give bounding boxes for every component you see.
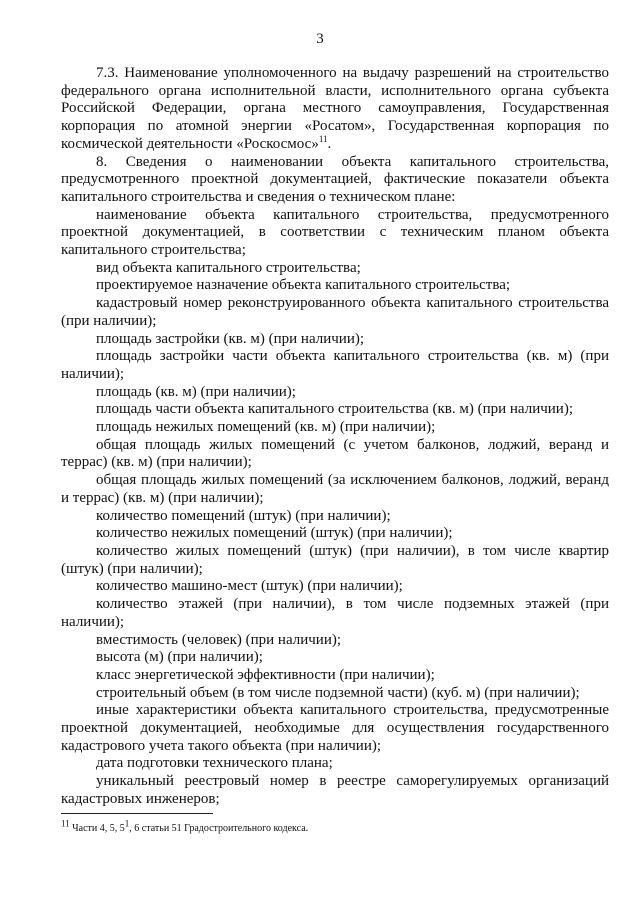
- list-item: дата подготовки технического плана;: [96, 755, 333, 772]
- footnote-text-rest: , 6 статьи 51 Градостроительного кодекса.: [129, 823, 309, 834]
- list-item: количество машино-мест (штук) (при наличии);: [96, 578, 403, 595]
- list-item: количество нежилых помещений (штук) (при наличии);: [96, 525, 453, 542]
- list-item: площадь нежилых помещений (кв. м) (при наличии);: [96, 419, 436, 436]
- list-item: площадь части объекта капитального строительства (кв. м) (при наличии);: [96, 401, 573, 418]
- footnote-divider: [61, 813, 213, 814]
- list-item: наименование объекта капитального строительства, предусмотренного проектной документацией, в соответствии с техническим планом объекта капитального строительства;: [61, 206, 609, 259]
- list-item: вид объекта капитального строительства;: [96, 259, 361, 276]
- paragraph-7-3: [61, 65, 609, 154]
- list-item: класс энергетической эффективности (при наличии);: [96, 666, 435, 683]
- footnote-text: Части 4, 5, 5: [72, 823, 125, 834]
- list-item: уникальный реестровый номер в реестре саморегулируемых организаций кадастровых инженеров;: [61, 773, 609, 807]
- list-item: количество этажей (при наличии), в том числе подземных этажей (при наличии);: [61, 596, 609, 630]
- list-item: общая площадь жилых помещений (за исключением балконов, лоджий, веранд и террас) (кв. м) (при наличии);: [61, 472, 609, 506]
- paragraph-punctuation: .: [327, 135, 332, 152]
- list-item: общая площадь жилых помещений (с учетом балконов, лоджий, веранд и террас) (кв. м) (при наличии);: [61, 436, 609, 471]
- list-item: площадь застройки части объекта капитального строительства (кв. м) (при наличии);: [61, 348, 609, 382]
- page-number: 3: [316, 31, 324, 47]
- footnote-superscript: 1: [124, 818, 130, 829]
- document-body: [61, 65, 609, 809]
- list-item: иные характеристики объекта капитального строительства, предусмотренные проектной документацией, необходимые для осуществления государственного кадастрового учета такого объекта (при наличии);: [61, 702, 609, 754]
- paragraph-8: 8. Сведения о наименовании объекта капитального строительства, предусмотренного проектной документацией, фактические показатели объекта капитального строительства и сведения о техническом плане:: [61, 153, 609, 205]
- list-item: количество жилых помещений (штук) (при наличии), в том числе квартир (штук) (при наличии);: [61, 542, 609, 577]
- list-item: площадь (кв. м) (при наличии);: [96, 383, 296, 400]
- list-item: площадь застройки (кв. м) (при наличии);: [96, 330, 365, 347]
- list-item: проектируемое назначение объекта капитального строительства;: [96, 277, 511, 294]
- footnote: [61, 818, 609, 835]
- list-item: строительный объем (в том числе подземной части) (куб. м) (при наличии);: [96, 684, 580, 701]
- list-item: высота (м) (при наличии);: [96, 649, 263, 666]
- footnote-marker: 11: [61, 818, 70, 829]
- paragraph-text: 7.3. Наименование уполномоченного на выдачу разрешений на строительство федерального органа исполнительной власти, исполнительного органа субъекта Российской Федерации, органа местного самоуправления, Государственная корпорация по атомной энергии «Росатом», Государственная корпорация по космической деятельности «Роскосмос»: [61, 65, 609, 152]
- footnote-reference: 11: [318, 133, 328, 144]
- list-item: количество помещений (штук) (при наличии);: [96, 507, 391, 524]
- list-item: вместимость (человек) (при наличии);: [96, 631, 342, 648]
- list-item: кадастровый номер реконструированного объекта капитального строительства (при наличии);: [61, 295, 609, 329]
